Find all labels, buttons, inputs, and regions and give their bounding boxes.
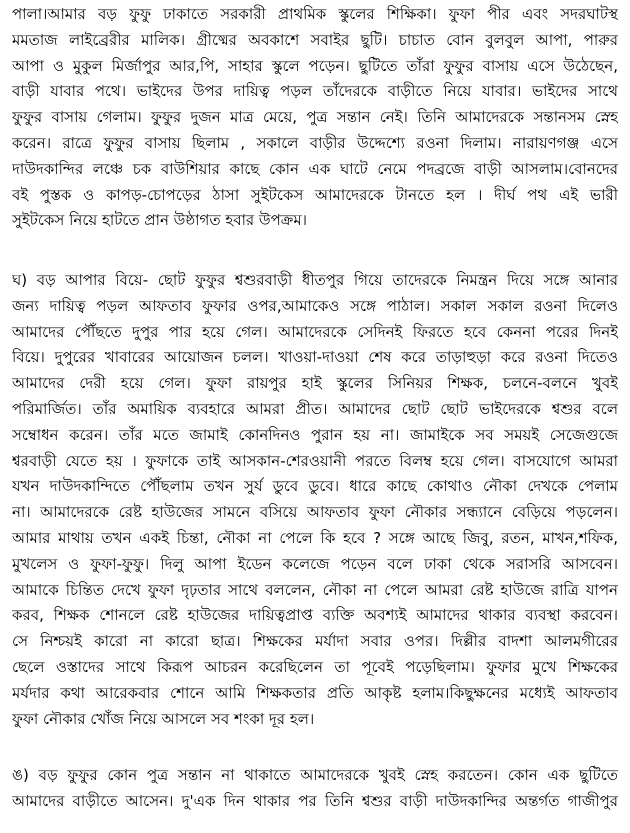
text-line: ফুফা নৌকার খোঁজ নিয়ে আসলে সব শংকা দূর হল।	[12, 709, 315, 728]
text-line: আমার মাথায় তখন একই চিন্তা, নৌকা না পেলে কি হবে ? সঙ্গে আছে জিবু, রতন, মাখন,শফিক,	[12, 528, 618, 547]
text-line: বই পুস্তক ও কাপড়-চোপড়ের ঠাসা সুইটকেস আমাদেরকে টানতে হল । দীর্ঘ পথ এই ভারী	[12, 185, 618, 204]
text-line: আমাকে চিন্তিত দেখে ফুফা দৃঢ়তার সাথে বললেন, নৌকা না পেলে আমরা রেষ্ট হাউজে রাত্রি যাপন	[12, 580, 618, 599]
text-line: করব, শিক্ষক শোনলে রেষ্ট হাউজের দায়িত্বপ্রাপ্ত ব্যক্তি অবশ্যই আমাদের থাকার ব্যবস্থা করবেন।	[12, 606, 618, 625]
text-line: সুইটকেস নিয়ে হাটতে প্রান উষ্ঠাগত হবার উপক্রম।	[12, 211, 308, 230]
text-line: পালা।আমার বড় ফুফু ঢাকাতে সরকারী প্রাথমিক স্কুলের শিক্ষিকা। ফুফা পীর এবং সদরঘাটস্থ	[12, 5, 618, 23]
text-line: ঙ) বড় ফুফুর কোন পুত্র সন্তান না থাকাতে আমাদেরকে খুবই স্নেহ করতেন। কোন এক ছুটিতে	[12, 766, 618, 784]
text-line: জন্য দায়িত্ব পড়ল আফতাব ফুফার ওপর,আমাকেও সঙ্গে পাঠাল। সকাল সকাল রওনা দিলেও	[12, 296, 618, 315]
text-line: আপা ও মুকুল মির্জাপুর আর,পি, সাহার স্কুলে পড়েন। ছুটিতে তাঁরা ফুফুর বাসায় এসে উঠেছেন,	[12, 56, 618, 75]
text-line: মমতাজ লাইব্রেরীর মালিক। গ্রীষ্মের অবকাশে সবাইর ছুটি। চাচাত বোন বুলবুল আপা, পারুর	[12, 30, 618, 49]
text-line: আমাদের দেরী হয়ে গেল। ফুফা রায়পুর হাই স্কুলের সিনিয়র শিক্ষক, চলনে-বলনে খুবই	[12, 374, 618, 393]
text-line: বিয়ে। দুপুরের খাবারের আয়োজন চলল। খাওয়া-দাওয়া শেষ করে তাড়াহুড়া করে রওনা দিতেও	[12, 348, 618, 367]
text-line: না। আমাদেরকে রেষ্ট হাউজের সামনে বসিয়ে আফতাব ফুফা নৌকার সন্ধ্যানে বেড়িয়ে পড়লেন।	[12, 503, 618, 522]
paragraph-umo	[12, 763, 618, 815]
text-line: সে নিশ্চয়ই কারো না কারো ছাত্র। শিক্ষকের মর্যাদা সবার ওপর। দিল্লীর বাদশা আলমগীরের	[12, 632, 618, 651]
text-line: দাউদকান্দির লঞ্চে চক বাউশিয়ার কাছে কোন এক ঘাটে নেমে পদব্রজে বাড়ী আসলাম।বোনদের	[12, 159, 618, 178]
text-line: ছেলে ওস্তাদের সাথে কিরূপ আচরন করেছিলেন তা পূবেই পড়েছিলাম। ফুফার মুখে শিক্ষকের	[12, 657, 618, 676]
text-line: শ্বরবাড়ী যেতে হয় । ফুফাকে তাই আসকান-শেরওয়ানী পরতে বিলম্ব হয়ে গেল। বাসযোগে আমরা	[12, 451, 618, 470]
text-line: সম্বোধন করেন। তাঁর মতে জামাই কোনদিনও পুরান হয় না। জামাইকে সব সময়ই সেজেগুজে	[12, 425, 618, 444]
text-line: মুখলেস ও ফুফা-ফুফু। দিলু আপা ইডেন কলেজে পড়েন বলে ঢাকা থেকে সরাসরি আসবেন।	[12, 554, 618, 573]
paragraph-gha	[12, 268, 618, 732]
text-line: করেন। রাত্রে ফুফুর বাসায় ছিলাম , সকালে বাড়ীর উদ্দেশ্যে রওনা দিলাম। নারায়ণগঞ্জ এসে	[12, 133, 618, 152]
paragraph-pala	[12, 2, 618, 234]
text-line: ফুফুর বাসায় গেলাম। ফুফুর দুজন মাত্র মেয়ে, পুত্র সন্তান নেই। তিনি আমাদেরকে সন্তানসম স্নেহ	[12, 108, 618, 127]
text-line: পরিমার্জিত। তাঁর অমায়িক ব্যবহারে আমরা প্রীত। আমাদের ছোট ছোট ভাইদেরকে শ্বশুর বলে	[12, 399, 618, 418]
text-line: বাড়ী যাবার পথে। ভাইদের উপর দায়িত্ব পড়ল তাঁদেরকে বাড়ীতে নিয়ে যাবার। ভাইদের সাথে	[12, 82, 618, 101]
text-line: আমাদের পৌঁছতে দুপুর পার হয়ে গেল। আমাদেরকে সেদিনই ফিরতে হবে কেননা পরের দিনই	[12, 322, 618, 341]
text-line: ঘ) বড় আপার বিয়ে- ছোট ফুফুর শ্বশুরবাড়ী ধীতপুর গিয়ে তাদেরকে নিমন্ত্রন দিয়ে সঙ্গে আনার	[12, 271, 618, 289]
text-line: যখন দাউদকান্দিতে পৌঁছলাম তখন সুর্য ডুবে ডুবে। ধারে কাছে কোথাও নৌকা দেখকে পেলাম	[12, 477, 618, 496]
text-line: আমাদের বাড়ীতে আসেন। দু'এক দিন থাকার পর তিনি শ্বশুর বাড়ী দাউদকান্দির অন্তর্গত গাজীপুর	[12, 791, 618, 810]
text-line: মর্যদার কথা আরেকবার শোনে আমি শিক্ষকতার প্রতি আকৃষ্ট হলাম।কিছুক্ষনের মধ্যেই আফতাব	[12, 683, 618, 702]
